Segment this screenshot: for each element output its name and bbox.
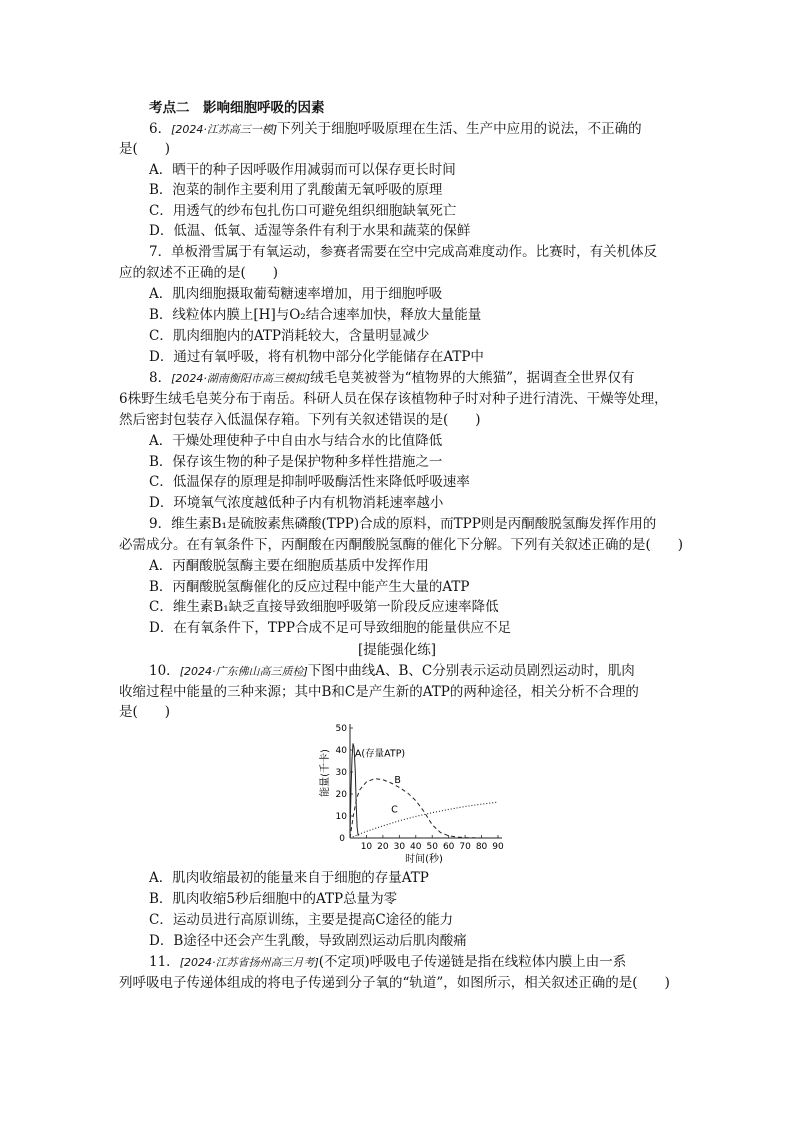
x-tick-label: 10 xyxy=(360,842,373,852)
question-number: 9． xyxy=(149,516,172,532)
option-6c: C．用透气的纱布包扎伤口可避免组织细胞缺氧死亡 xyxy=(149,203,457,219)
question-text: (不定项)呼吸电子传递链是指在线粒体内膜上由一系 xyxy=(318,954,627,970)
option-8a: A．干燥处理使种子中自由水与结合水的比值降低 xyxy=(149,433,443,449)
question-7-line-2: 应的叙述不正确的是( ) xyxy=(119,265,279,281)
energy-source-chart xyxy=(316,720,506,865)
y-axis-title: 能量(千卡) xyxy=(320,749,331,797)
question-8-line-2: 6株野生绒毛皂荚分布于南岳。科研人员在保存该植物种子时对种子进行清洗、干燥等处理， xyxy=(119,391,668,407)
question-text: 维生素B₁是硫胺素焦磷酸(TPP)合成的原料，而TPP则是丙酮酸脱氢酶发挥作用的 xyxy=(171,516,657,532)
question-source: [2024·江苏省扬州高三月考] xyxy=(179,956,319,969)
option-9b: B．丙酮酸脱氢酶催化的反应过程中能产生大量的ATP xyxy=(149,579,470,595)
x-tick-label: 60 xyxy=(442,842,455,852)
option-7d: D．通过有氧呼吸，将有机物中部分化学能储存在ATP中 xyxy=(149,349,484,365)
option-10a: A．肌肉收缩最初的能量来自于细胞的存量ATP xyxy=(149,870,429,886)
option-7b: B．线粒体内膜上[H]与O₂结合速率加快，释放大量能量 xyxy=(149,307,482,323)
question-number: 6． xyxy=(149,121,172,137)
origin-label: 0 xyxy=(339,834,345,844)
option-6b: B．泡菜的制作主要利用了乳酸菌无氧呼吸的原理 xyxy=(149,182,443,198)
question-7-line-1 xyxy=(149,242,657,262)
option-7c: C．肌肉细胞内的ATP消耗较大，含量明显减少 xyxy=(149,328,430,344)
label-c: C xyxy=(391,804,398,816)
y-tick-label: 20 xyxy=(335,790,347,800)
option-9a: A．丙酮酸脱氢酶主要在细胞质基质中发挥作用 xyxy=(149,558,429,574)
x-axis-title: 时间(秒) xyxy=(405,854,443,865)
option-8c: C．低温保存的原理是抑制呼吸酶活性来降低呼吸速率 xyxy=(149,474,470,490)
option-7a: A．肌肉细胞摄取葡萄糖速率增加，用于细胞呼吸 xyxy=(149,286,443,302)
question-text: 绒毛皂荚被誉为“植物界的大熊猫”，据调查全世界仅有 xyxy=(310,370,635,386)
y-tick-label: 40 xyxy=(335,746,347,756)
x-tick-label: 90 xyxy=(492,842,504,852)
x-tick-label: 20 xyxy=(377,842,389,852)
label-a: A(存量ATP) xyxy=(354,748,406,760)
series-c-line xyxy=(350,802,498,838)
question-8-line-1 xyxy=(149,368,634,389)
option-10b: B．肌肉收缩5秒后细胞中的ATP总量为零 xyxy=(149,891,398,907)
option-9c: C．维生素B₁缺乏直接导致细胞呼吸第一阶段反应速率降低 xyxy=(149,599,499,615)
option-10d: D．B途径中还会产生乳酸，导致剧烈运动后肌肉酸痛 xyxy=(149,933,467,949)
question-number: 10． xyxy=(149,663,180,679)
question-8-line-3: 然后密封包装存入低温保存箱。下列有关叙述错误的是( ) xyxy=(119,412,481,428)
question-source: [2024·广东佛山高三质检] xyxy=(179,665,308,678)
practice-heading: [提能强化练] xyxy=(357,642,437,658)
option-6a: A．晒干的种子因呼吸作用减弱而可以保存更长时间 xyxy=(149,162,456,178)
option-6d: D．低温、低氧、适湿等条件有利于水果和蔬菜的保鲜 xyxy=(149,223,471,239)
x-tick-label: 70 xyxy=(459,842,471,852)
x-tick-label: 80 xyxy=(475,842,488,852)
question-11-line-2: 列呼吸电子传递体组成的将电子传递到分子氧的“轨道”，如图所示，相关叙述正确的是( ) xyxy=(119,975,670,991)
x-tick-label: 40 xyxy=(410,842,422,852)
question-text: 下列关于细胞呼吸原理在生活、生产中应用的说法，不正确的 xyxy=(277,121,642,137)
x-tick-label: 30 xyxy=(393,842,406,852)
question-text: 下图中曲线A、B、C分别表示运动员剧烈运动时，肌肉 xyxy=(307,663,635,679)
question-number: 11． xyxy=(149,954,180,970)
y-tick-label: 30 xyxy=(335,768,347,778)
label-b: B xyxy=(394,775,401,786)
question-6-line-1 xyxy=(149,119,642,140)
question-10-line-2: 收缩过程中能量的三种来源；其中B和C是产生新的ATP的两种途径，相关分析不合理的 xyxy=(119,684,639,700)
option-10c: C．运动员进行高原训练，主要是提高C途径的能力 xyxy=(149,912,454,928)
question-6-line-2: 是( ) xyxy=(119,141,171,157)
question-10-line-1 xyxy=(149,661,635,682)
question-source: [2024·江苏高三一模] xyxy=(171,123,278,136)
question-text: 单板滑雪属于有氧运动，参赛者需要在空中完成高难度动作。比赛时，有关机体反 xyxy=(171,244,658,260)
question-number: 7． xyxy=(149,244,172,260)
question-11-line-1 xyxy=(149,952,626,973)
x-tick-label: 50 xyxy=(426,842,438,852)
question-9-line-1 xyxy=(149,514,656,534)
option-8d: D．环境氧气浓度越低种子内有机物消耗速率越小 xyxy=(149,495,444,511)
question-10-line-3: 是( ) xyxy=(119,704,171,720)
option-9d: D．在有氧条件下，TPP合成不足可导致细胞的能量供应不足 xyxy=(149,620,511,636)
y-tick-label: 10 xyxy=(335,812,347,822)
option-8b: B．保存该生物的种子是保护物种多样性措施之一 xyxy=(149,454,443,470)
question-source: [2024·湖南衡阳市高三模拟] xyxy=(171,372,311,385)
section-title: 考点二 影响细胞呼吸的因素 xyxy=(149,100,325,116)
question-number: 8． xyxy=(149,370,172,386)
series-b-line xyxy=(350,779,498,838)
y-tick-label: 50 xyxy=(335,724,347,734)
question-9-line-2: 必需成分。在有氧条件下，丙酮酸在丙酮酸脱氢酶的催化下分解。下列有关叙述正确的是( ) xyxy=(119,537,684,553)
